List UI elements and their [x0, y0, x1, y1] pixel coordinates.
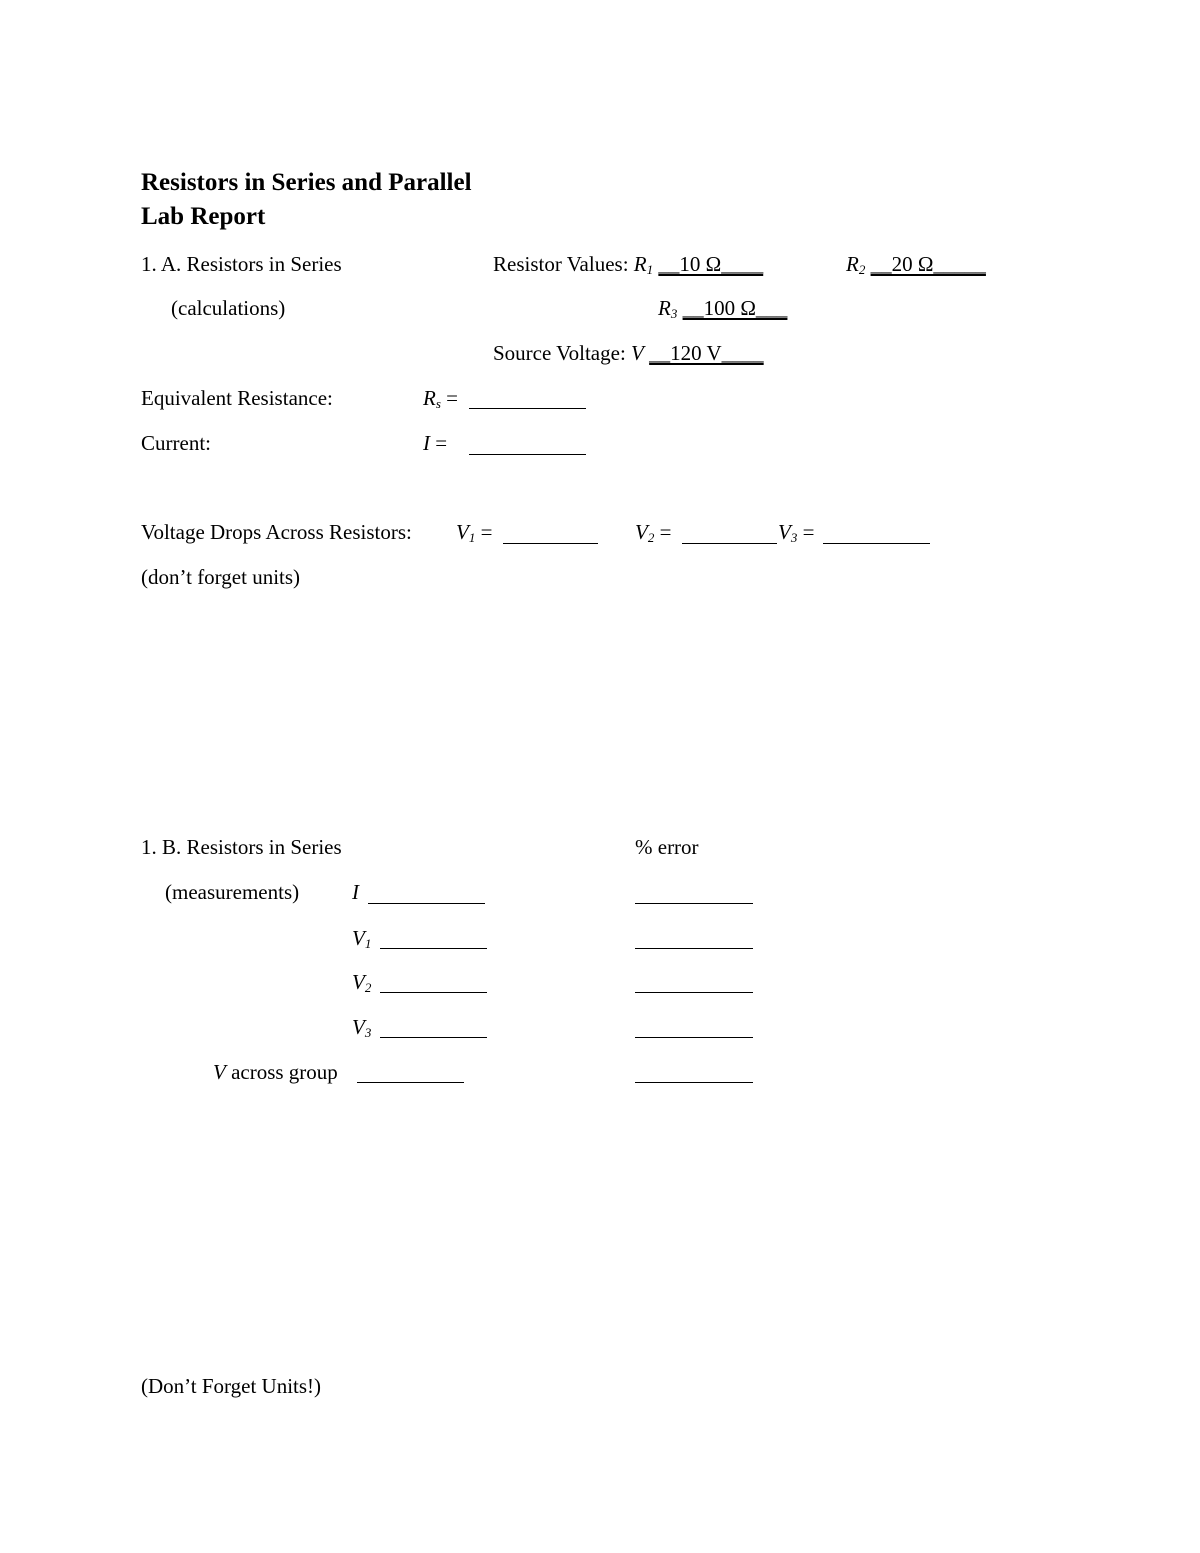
r2-row [846, 254, 986, 276]
measured-v1-label [352, 928, 371, 950]
r3-value: __100 Ω___ [682, 296, 788, 320]
rs-equals: = [446, 386, 458, 410]
error-i-line[interactable] [635, 903, 753, 904]
resistor-values-row [493, 254, 763, 276]
v3-subscript: 3 [790, 530, 798, 545]
measured-v1-subscript: 1 [364, 936, 372, 951]
section-b-subheading: (measurements) [165, 880, 300, 904]
v-symbol: V [631, 341, 644, 365]
v2-answer-line[interactable] [682, 543, 777, 544]
measured-group-line[interactable] [357, 1082, 464, 1083]
r2-symbol: R [846, 252, 859, 276]
r2-subscript: 2 [858, 262, 866, 277]
error-group-line[interactable] [635, 1082, 753, 1083]
group-voltage-label [213, 1062, 338, 1083]
v2-equals: = [659, 520, 672, 544]
error-v1-line[interactable] [635, 948, 753, 949]
r2-value: __20 Ω_____ [870, 252, 986, 276]
v1-answer-line[interactable] [503, 543, 598, 544]
rs-expression [423, 388, 458, 410]
section-b-heading: 1. B. Resistors in Series [141, 835, 342, 859]
measured-v2-symbol: V [352, 970, 365, 994]
section-a-heading: 1. A. Resistors in Series [141, 252, 342, 276]
measured-v2-line[interactable] [380, 992, 487, 993]
measured-i-symbol: I [352, 880, 359, 904]
section-a-subheading: (calculations) [171, 296, 286, 320]
v3-expression [778, 522, 814, 544]
r1-symbol: R [633, 252, 647, 276]
measured-v1-symbol: V [352, 926, 365, 950]
v2-subscript: 2 [647, 530, 655, 545]
i-equals: = [435, 431, 448, 455]
v3-symbol: V [778, 520, 791, 544]
v1-symbol: V [456, 520, 469, 544]
r3-subscript: 3 [670, 306, 678, 321]
measured-i-label [352, 882, 359, 903]
resistor-values-label: Resistor Values: [493, 252, 629, 276]
group-v-symbol: V [213, 1060, 226, 1084]
v2-expression [635, 522, 671, 544]
v3-equals: = [802, 520, 815, 544]
current-label: Current: [141, 431, 211, 455]
document-title: Resistors in Series and Parallel [141, 169, 472, 196]
v1-expression [456, 522, 492, 544]
footer-note: (Don’t Forget Units!) [141, 1374, 322, 1398]
measured-v3-label [352, 1017, 371, 1039]
measured-v2-subscript: 2 [364, 980, 372, 995]
error-v2-line[interactable] [635, 992, 753, 993]
measured-i-line[interactable] [368, 903, 485, 904]
measured-v2-label [352, 972, 371, 994]
error-v3-line[interactable] [635, 1037, 753, 1038]
rs-symbol: R [423, 386, 436, 410]
r3-row [658, 298, 787, 320]
source-voltage-value: __120 V____ [649, 341, 764, 365]
rs-answer-line[interactable] [469, 408, 586, 409]
source-voltage-row [493, 343, 764, 364]
current-expression [423, 433, 447, 454]
measured-v1-line[interactable] [380, 948, 487, 949]
error-header: % error [635, 835, 699, 859]
i-symbol: I [423, 431, 430, 455]
current-answer-line[interactable] [469, 454, 586, 455]
rs-subscript: s [435, 396, 441, 411]
v1-equals: = [480, 520, 493, 544]
source-voltage-label: Source Voltage: [493, 341, 626, 365]
r1-value: __10 Ω____ [658, 252, 764, 276]
measured-v3-subscript: 3 [364, 1025, 372, 1040]
r3-symbol: R [658, 296, 671, 320]
v3-answer-line[interactable] [823, 543, 930, 544]
units-note: (don’t forget units) [141, 565, 301, 589]
measured-v3-line[interactable] [380, 1037, 487, 1038]
v1-subscript: 1 [468, 530, 476, 545]
r1-subscript: 1 [646, 262, 654, 277]
document-subtitle: Lab Report [141, 203, 266, 230]
v2-symbol: V [635, 520, 648, 544]
eq-resistance-label: Equivalent Resistance: [141, 386, 333, 410]
voltage-drops-label: Voltage Drops Across Resistors: [141, 520, 412, 544]
measured-v3-symbol: V [352, 1015, 365, 1039]
group-label-text: across group [231, 1060, 338, 1084]
